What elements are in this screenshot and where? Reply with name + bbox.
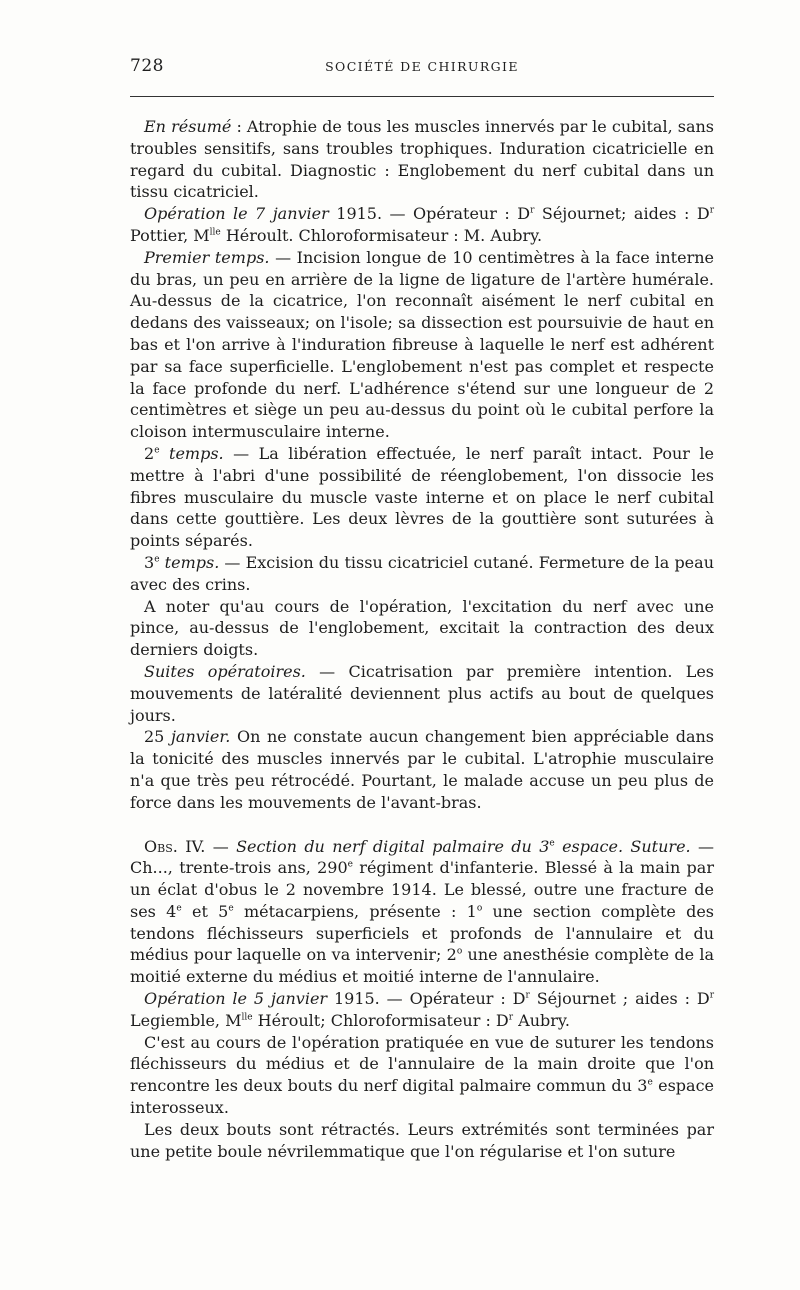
page-header [130, 56, 714, 82]
document-body [130, 116, 714, 1162]
paragraph-suture-context: C'est au cours de l'opération pratiquée en vue de suturer les tendons fléchisseurs du médius et de l'annulaire de la main droite que l'on rencontre les deux bouts du nerf digital palmaire commun du 3e espace interosseux. [130, 1032, 714, 1118]
paragraph-postoperative: Suites opératoires. — Cicatrisation par première intention. Les mouvements de latéralité deviennent plus actifs au bout de quelques jours. [130, 661, 715, 725]
paragraph-operation-2: Opération le 5 janvier 1915. — Opérateur : $D^r$ Séjournet ; aides : $D^r$ Legiemble, $M^{lle}$ Héroult; Chloroformisateur : $D^r$ Aubry. [130, 989, 714, 1030]
paragraph-january-25: 25 janvier. On ne constate aucun changement bien appréciable dans la tonicité des muscles innervés par le cubital. L'atrophie musculaire n'a que très peu rétrocédé. Pourtant, le malade accuse un peu plus de force dans les mouvements de l'avant-bras. [130, 727, 714, 812]
paragraph-nerve-ends: Les deux bouts sont rétractés. Leurs extrémités sont terminées par une petite boule névrilemmatique que l'on régularise et l'on suture [130, 1119, 714, 1161]
paragraph-third-step: 3e temps. — Excision du tissu cicatriciel cutané. Fermeture de la peau avec des crins. [130, 552, 714, 594]
paragraph-observation-4: Obs. IV. — Section du nerf digital palmaire du 3e espace. Suture. — Ch..., trente-trois ans, 290e régiment d'infanterie. Blessé à la main par un éclat d'obus le 2 novembre 1914. Le blessé, outre une fracture de ses 4e et 5e métacarpiens, présente : 1$^o$ une section complète des tendons fléchisseurs superficiels et profonds de l'annulaire et du médius pour laquelle on va intervenir; 2$^o$ une anesthésie complète de la moitié externe du médius et moitié interne de l'annulaire. [130, 836, 715, 987]
page-number: 728 [130, 56, 164, 76]
paragraph-note: A noter qu'au cours de l'opération, l'excitation du nerf avec une pince, au-dessus de l'englobement, excitait la contraction des deux derniers doigts. [130, 596, 714, 660]
running-title: SOCIÉTÉ DE CHIRURGIE [325, 59, 519, 74]
paragraph-summary: En résumé : Atrophie de tous les muscles innervés par le cubital, sans troubles sensitifs, sans troubles trophiques. Induration cicatricielle en regard du cubital. Diagnostic : Englobement du nerf cubital dans un tissu cicatriciel. [130, 117, 715, 202]
paragraph-operation-1: Opération le 7 janvier 1915. — Opérateur : $D^r$ Séjournet; aides : $D^r$ Pottier, $M^{lle}$ Héroult. Chloroformisateur : M. Aubry. [130, 204, 714, 245]
paragraph-first-step: Premier temps. — Incision longue de 10 centimètres à la face interne du bras, un peu en arrière de la ligne de ligature de l'artère humérale. Au-dessus de la cicatrice, l'on reconnaît aisément le nerf cubital en dedans des vaisseaux; on l'isole; sa dissection est poursuivie de haut en bas et l'on arrive à l'induration fibreuse à laquelle le nerf est adhérent par sa face superficielle. L'englobement n'est pas complet et respecte la face profonde du nerf. L'adhérence s'étend sur une longueur de 2 centimètres et siège un peu au-dessus du point où le cubital perfore la cloison intermusculaire interne. [130, 247, 715, 442]
paragraph-second-step: 2e temps. — La libération effectuée, le nerf paraît intact. Pour le mettre à l'abri d'une possibilité de réenglobement, l'on dissocie les fibres musculaire du muscle vaste interne et on place le nerf cubital dans cette gouttière. Les deux lèvres de la gouttière sont suturées à points séparés. [130, 443, 714, 551]
header-rule [130, 96, 714, 97]
